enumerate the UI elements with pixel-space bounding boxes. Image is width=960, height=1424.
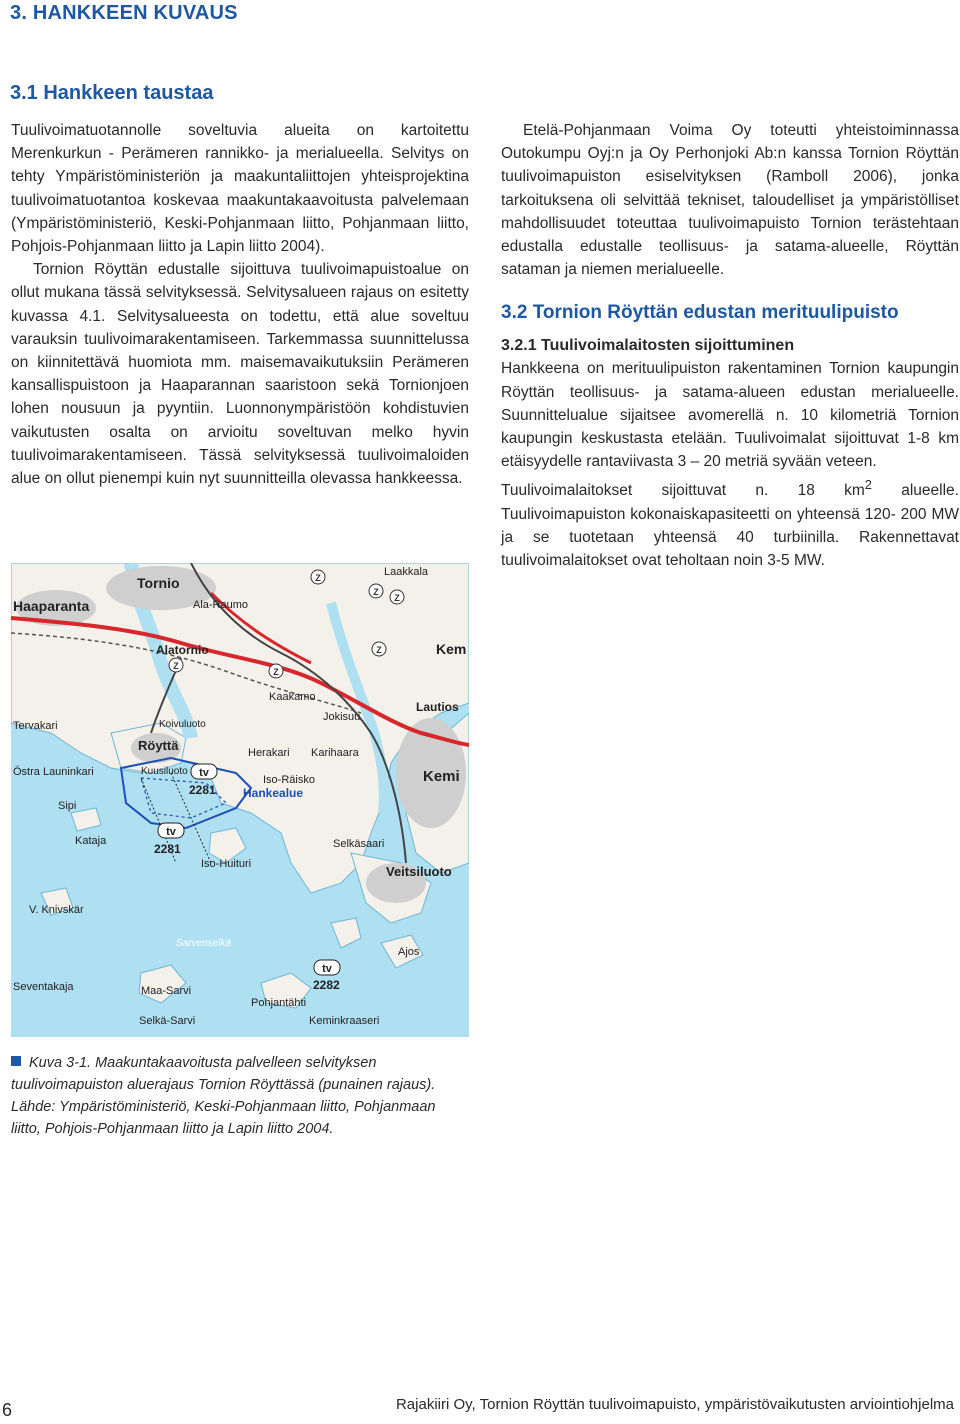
map-label: Östra Launinkari: [13, 766, 94, 778]
figure-caption: [11, 1052, 451, 1140]
map-label: Sarvenselkä: [176, 938, 232, 949]
svg-text:2281: 2281: [189, 783, 216, 797]
paragraph: Tuulivoimatuotannolle soveltuvia alueita on kartoitettu Merenkurkun - Perämeren rannikko- ja merialueella. Selvitys on tehty Ympäristöministeriön ja maakuntaliittojen yhteisprojektina tuulivoimatuotantoa koskevaa maakuntakaavoitusta palvelemaan (Ympäristöministeriö, Keski-Pohjanmaan liitto, Pohjanmaan liitto, Pohjois-Pohjanmaan liitto ja Lapin liitto 2004).: [11, 122, 469, 256]
map-label: Koivuluoto: [159, 719, 206, 730]
map-label: V. Knivskär: [29, 904, 84, 916]
map-svg: [11, 563, 469, 1037]
map-label: Kaakamo: [269, 691, 316, 703]
paragraph: Hankkeena on merituulipuiston rakentaminen Tornion kaupungin Röyttän teollisuus- ja satama-alueen edustan merialueelle. Suunnittelualue sijaitsee avomerellä n. 10 kilometriä Tornion kaupungin keskustasta etelään. Tuulivoimalat sijoittuvat 1-8 km etäisyydelle rantaviivasta 3 – 20 metriä syvään veteen.: [501, 360, 959, 471]
map-label: Iso-Räisko: [263, 774, 315, 786]
svg-text:Z: Z: [173, 661, 179, 671]
road-marker-z: [369, 584, 383, 598]
text-run: alueelle. Tuulivoimapuiston kokonaiskapasiteetti on yhteensä 120- 200 MW ja se tuotetaan yhteensä 40 turbiinilla. Rakennettavat tuulivoimalaitokset ovat teholtaan noin 3-5 MW.: [501, 482, 959, 570]
svg-text:Z: Z: [376, 645, 382, 655]
svg-text:tv: tv: [166, 826, 176, 838]
island: [139, 965, 186, 1003]
svg-text:Z: Z: [273, 667, 279, 677]
map-label: Tervakari: [13, 720, 58, 732]
left-column: [11, 119, 469, 490]
svg-text:Z: Z: [373, 587, 379, 597]
tv-marker: [313, 960, 340, 992]
map-label: Maa-Sarvi: [141, 985, 192, 997]
island: [331, 918, 361, 948]
map-label: Seventakaja: [13, 981, 74, 993]
svg-text:tv: tv: [322, 963, 332, 975]
svg-text:Z: Z: [315, 573, 321, 583]
map-label: Kuusiluoto: [141, 766, 188, 777]
caption-text: Kuva 3-1. Maakuntakaavoitusta palvelleen selvityksen tuulivoimapuiston aluerajaus Tornion Röyttässä (punainen rajaus). Lähde: Ympäristöministeriö, Keski-Pohjanmaan liitto, Pohjanmaan liitto, Pohjois-Pohjanmaan liitto ja Lapin liitto 2004.: [11, 1055, 436, 1137]
map-label: Selkä-Sarvi: [139, 1015, 196, 1027]
map-label: Iso-Huituri: [201, 858, 252, 870]
paragraph: Tornion Röyttän edustalle sijoittuva tuulivoimapuistoalue on ollut mukana tässä selvityksessä. Selvitysalueen rajaus on esitetty kuvassa 4.1. Selvitysalueesta on todettu, että alue soveltuu varauksin tuulivoimarakentamiseen. Tarkemmassa suunnittelussa on kiinnitettävä huomiota mm. maisemavaikutuksiin Perämeren kansallispuistoon ja Haaparannan saaristoon sekä Tornionjoen lohen nousuun ja pyyntiin. Luonnonympäristöön kohdistuvien vaikutusten osalta on arvioitu soveltuvan melko hyvin tuulivoimarakentamiseen. Tässä selvityksessä tuulivoimaloiden alue on ollut pienempi kuin nyt suunnitteilla olevassa hankkeessa.: [11, 261, 469, 488]
paragraph: [501, 473, 959, 572]
map-label: Kemi: [423, 768, 460, 785]
map-figure: [11, 563, 469, 1037]
subsection-heading-3-2-1: 3.2.1 Tuulivoimalaitosten sijoittuminen: [501, 337, 795, 355]
page-footer: Rajakiiri Oy, Tornion Röyttän tuulivoimapuisto, ympäristövaikutusten arviointiohjelma: [395, 1396, 954, 1413]
page-number: 6: [2, 1400, 13, 1420]
superscript: 2: [864, 477, 872, 493]
svg-text:tv: tv: [199, 767, 209, 779]
subsection-heading: 3.1 Hankkeen taustaa: [10, 82, 214, 104]
road-marker-z: [169, 658, 183, 672]
map-label: Lautios: [416, 700, 459, 714]
map-label: Tornio: [137, 575, 180, 591]
tv-marker: [154, 823, 184, 856]
map-label: Pohjantähti: [251, 997, 307, 1009]
road-marker-z: [372, 642, 386, 656]
svg-text:2281: 2281: [154, 842, 181, 856]
section-heading: 3. HANKKEEN KUVAUS: [10, 2, 238, 24]
map-label: Kem: [436, 641, 467, 657]
map-label: Herakari: [248, 747, 290, 759]
map-label: Jokisuu: [323, 711, 361, 723]
road-marker-z: [390, 590, 404, 604]
map-label: Haaparanta: [13, 598, 90, 614]
map-label: Ajos: [398, 946, 420, 958]
map-label: Laakkala: [384, 566, 429, 578]
road-marker-z: [311, 570, 325, 584]
text-run: Tuulivoimalaitokset sijoittuvat n. 18 km: [501, 482, 865, 500]
paragraph: Etelä-Pohjanmaan Voima Oy toteutti yhteistoiminnassa Outokumpu Oyj:n ja Oy Perhonjoki Ab:n kanssa Tornion Röyttän tuulivoimapuiston esiselvityksen (Ramboll 2006), jonka tarkoituksena oli selvittää tekniset, taloudelliset ja ympäristölliset mahdollisuudet toteuttaa tuulivoimapuisto Tornion terästehtaan edustalla edustalle teollisuus- ja satama-alueelle, Röyttän sataman ja niemen merialueelle.: [501, 122, 959, 279]
map-label: Kataja: [75, 835, 107, 847]
svg-text:2282: 2282: [313, 978, 340, 992]
map-label: Alatornio: [156, 643, 209, 657]
map-label: Ala-Raumo: [193, 599, 249, 611]
right-column: [501, 119, 959, 572]
map-label: Veitsiluoto: [386, 864, 452, 879]
svg-text:Z: Z: [394, 593, 400, 603]
map-label: Röyttä: [138, 738, 179, 753]
subsection-heading-3-2: 3.2 Tornion Röyttän edustan merituulipuisto: [501, 302, 899, 324]
map-label: Hankealue: [243, 786, 304, 800]
map-label: Keminkraaseri: [309, 1015, 380, 1027]
map-label: Karihaara: [311, 747, 359, 759]
map-label: Selkäsaari: [333, 838, 385, 850]
map-label: Sipi: [58, 800, 77, 812]
caption-bullet-icon: [11, 1056, 21, 1066]
road-marker-z: [269, 664, 283, 678]
